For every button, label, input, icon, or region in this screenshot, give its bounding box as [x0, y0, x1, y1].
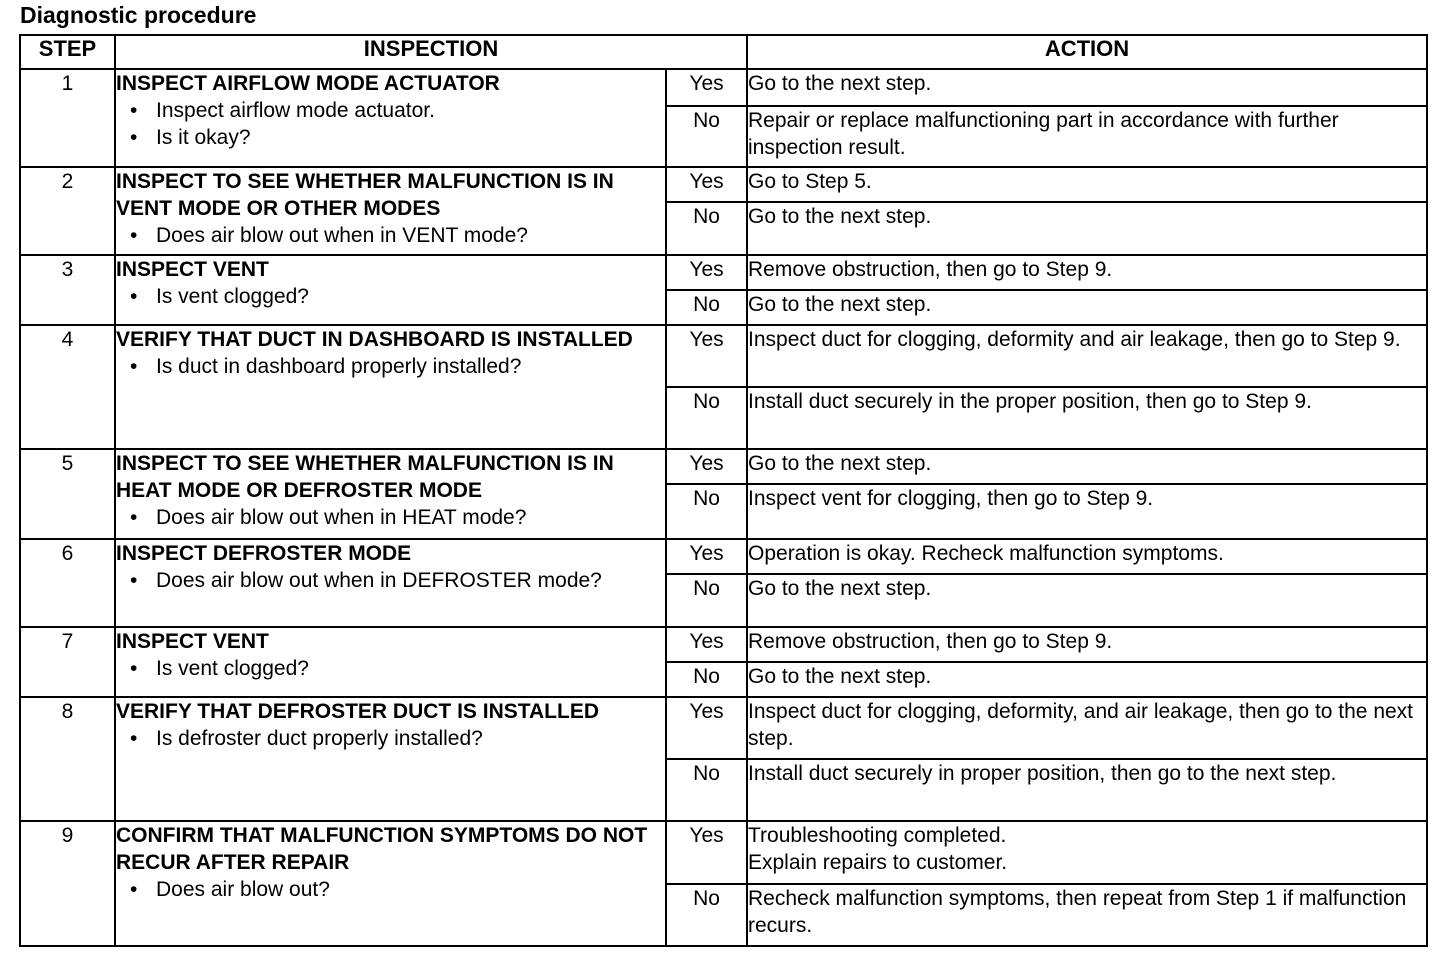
action-cell: [747, 290, 1427, 325]
inspection-bullet: • Does air blow out when in VENT mode?: [156, 222, 665, 249]
action-cell: [747, 255, 1427, 290]
answer-yes: Yes: [666, 325, 747, 387]
action-text: Inspect vent for clogging, then go to Step 9.: [748, 487, 1154, 510]
action-cell: [747, 167, 1427, 202]
action-text: Inspect duct for clogging, deformity, and air leakage, then go to the next step.: [748, 700, 1414, 750]
inspection-bullet: • Does air blow out?: [156, 876, 665, 903]
action-text: Operation is okay. Recheck malfunction symptoms.: [748, 542, 1224, 565]
inspection-cell: [115, 167, 666, 255]
page-title: Diagnostic procedure: [20, 2, 257, 28]
step-number: 2: [20, 167, 115, 255]
answer-no: No: [666, 662, 747, 697]
inspection-bullet: • Does air blow out when in HEAT mode?: [156, 504, 665, 531]
action-text: Troubleshooting completed.: [748, 824, 1007, 847]
inspection-bullets: [116, 655, 665, 682]
table-body: [20, 69, 1427, 946]
table-row: [20, 69, 1427, 106]
step-number: 9: [20, 821, 115, 946]
action-cell: [747, 574, 1427, 627]
inspection-bullet: • Does air blow out when in DEFROSTER mode?: [156, 567, 665, 594]
inspection-cell: [115, 539, 666, 627]
action-text: Go to the next step.: [748, 72, 932, 95]
answer-yes: Yes: [666, 69, 747, 106]
action-text: Repair or replace malfunctioning part in accordance with further inspection result.: [748, 109, 1339, 159]
inspection-heading: INSPECT TO SEE WHETHER MALFUNCTION IS IN HEAT MODE OR DEFROSTER MODE: [116, 452, 614, 502]
diagnostic-table: [19, 34, 1428, 947]
answer-no: No: [666, 106, 747, 167]
action-cell: [747, 449, 1427, 484]
inspection-cell: [115, 255, 666, 325]
header-inspection: INSPECTION: [115, 35, 747, 69]
inspection-cell: [115, 697, 666, 821]
inspection-bullet: • Is duct in dashboard properly installed?: [156, 353, 665, 380]
action-text: Go to the next step.: [748, 205, 932, 228]
answer-no: No: [666, 387, 747, 449]
action-cell: [747, 484, 1427, 539]
action-cell: [747, 387, 1427, 449]
inspection-bullets: [116, 222, 665, 249]
inspection-bullet: • Inspect airflow mode actuator.: [156, 97, 665, 124]
inspection-heading: INSPECT TO SEE WHETHER MALFUNCTION IS IN VENT MODE OR OTHER MODES: [116, 170, 614, 220]
table-row: [20, 697, 1427, 759]
inspection-bullets: [116, 504, 665, 531]
action-cell: [747, 202, 1427, 255]
action-text: Recheck malfunction symptoms, then repeat from Step 1 if malfunction recurs.: [748, 887, 1407, 937]
step-number: 1: [20, 69, 115, 167]
inspection-cell: [115, 69, 666, 167]
table-row: [20, 255, 1427, 290]
action-cell: [747, 759, 1427, 821]
table-row: [20, 821, 1427, 884]
action-cell: [747, 627, 1427, 662]
answer-yes: Yes: [666, 167, 747, 202]
answer-no: No: [666, 884, 747, 946]
action-cell: [747, 697, 1427, 759]
answer-yes: Yes: [666, 255, 747, 290]
step-number: 4: [20, 325, 115, 449]
inspection-heading: INSPECT VENT: [116, 630, 269, 653]
inspection-bullets: [116, 725, 665, 752]
action-text: Explain repairs to customer.: [748, 851, 1008, 874]
step-number: 8: [20, 697, 115, 821]
action-cell: [747, 325, 1427, 387]
action-cell: [747, 539, 1427, 574]
action-text: Go to Step 5.: [748, 170, 872, 193]
action-text: Remove obstruction, then go to Step 9.: [748, 258, 1113, 281]
inspection-bullets: [116, 876, 665, 903]
action-text: Go to the next step.: [748, 293, 932, 316]
inspection-heading: INSPECT VENT: [116, 258, 269, 281]
action-cell: [747, 884, 1427, 946]
inspection-heading: INSPECT AIRFLOW MODE ACTUATOR: [116, 72, 500, 95]
table-row: [20, 167, 1427, 202]
answer-no: No: [666, 759, 747, 821]
step-number: 7: [20, 627, 115, 697]
table-row: [20, 627, 1427, 662]
table-row: [20, 539, 1427, 574]
inspection-bullets: [116, 97, 665, 151]
inspection-heading: CONFIRM THAT MALFUNCTION SYMPTOMS DO NOT RECUR AFTER REPAIR: [116, 824, 648, 874]
action-text: Install duct securely in proper position, then go to the next step.: [748, 762, 1337, 785]
inspection-cell: [115, 325, 666, 449]
inspection-bullet: • Is it okay?: [156, 124, 665, 151]
answer-no: No: [666, 574, 747, 627]
action-cell: [747, 69, 1427, 106]
answer-no: No: [666, 202, 747, 255]
answer-yes: Yes: [666, 627, 747, 662]
inspection-bullets: [116, 567, 665, 594]
answer-no: No: [666, 290, 747, 325]
answer-yes: Yes: [666, 449, 747, 484]
header-action: ACTION: [747, 35, 1427, 69]
action-text: Go to the next step.: [748, 665, 932, 688]
step-number: 5: [20, 449, 115, 539]
inspection-bullet: • Is vent clogged?: [156, 655, 665, 682]
table-row: [20, 449, 1427, 484]
header-step: STEP: [20, 35, 115, 69]
inspection-cell: [115, 821, 666, 946]
inspection-heading: INSPECT DEFROSTER MODE: [116, 542, 412, 565]
action-text: Inspect duct for clogging, deformity and air leakage, then go to Step 9.: [748, 328, 1401, 351]
inspection-bullet: • Is defroster duct properly installed?: [156, 725, 665, 752]
inspection-cell: [115, 627, 666, 697]
step-number: 6: [20, 539, 115, 627]
inspection-bullets: [116, 353, 665, 380]
action-cell: [747, 821, 1427, 884]
action-cell: [747, 662, 1427, 697]
inspection-bullets: [116, 283, 665, 310]
action-text: Remove obstruction, then go to Step 9.: [748, 630, 1113, 653]
answer-yes: Yes: [666, 539, 747, 574]
table-header-row: [20, 35, 1427, 69]
inspection-heading: VERIFY THAT DUCT IN DASHBOARD IS INSTALLED: [116, 328, 633, 351]
inspection-bullet: • Is vent clogged?: [156, 283, 665, 310]
answer-no: No: [666, 484, 747, 539]
table-row: [20, 325, 1427, 387]
inspection-heading: VERIFY THAT DEFROSTER DUCT IS INSTALLED: [116, 700, 600, 723]
action-text: Go to the next step.: [748, 452, 932, 475]
action-text: Install duct securely in the proper position, then go to Step 9.: [748, 390, 1312, 413]
action-text: Go to the next step.: [748, 577, 932, 600]
action-cell: [747, 106, 1427, 167]
answer-yes: Yes: [666, 697, 747, 759]
inspection-cell: [115, 449, 666, 539]
answer-yes: Yes: [666, 821, 747, 884]
step-number: 3: [20, 255, 115, 325]
